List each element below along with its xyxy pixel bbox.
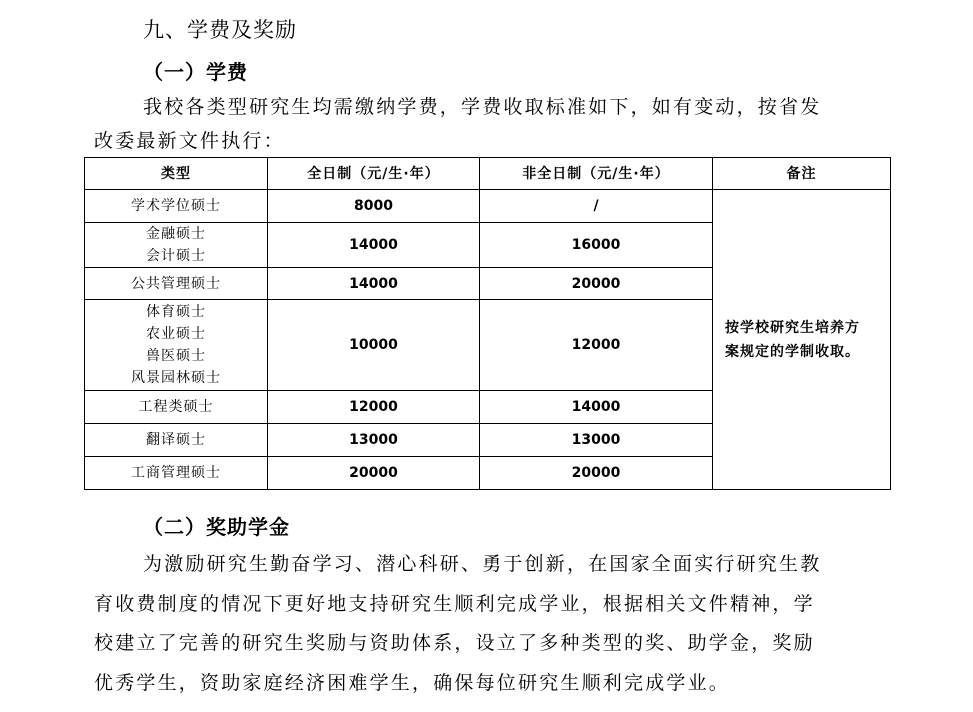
row-full-time: 14000	[268, 223, 480, 268]
row-full-time: 12000	[268, 391, 480, 424]
table-header-row	[85, 158, 891, 190]
row-full-time: 10000	[268, 300, 480, 391]
row-full-time: 13000	[268, 424, 480, 457]
scholarship-line-2: 育收费制度的情况下更好地支持研究生顺利完成学业，根据相关文件精神，学	[94, 593, 815, 615]
row-type: 金融硕士 会计硕士	[85, 223, 268, 268]
row-part-time: 14000	[480, 391, 713, 424]
remark-cell	[713, 190, 891, 490]
row-part-time: /	[480, 190, 713, 223]
remark-line-1: 按学校研究生培养方	[725, 319, 860, 336]
row-part-time: 13000	[480, 424, 713, 457]
row-part-time: 12000	[480, 300, 713, 391]
row-full-time: 14000	[268, 268, 480, 300]
remark-line-2: 案规定的学制收取。	[725, 343, 860, 360]
header-remark: 备注	[713, 158, 891, 190]
scholarship-line-1: 为激励研究生勤奋学习、潜心科研、勇于创新，在国家全面实行研究生教	[143, 553, 822, 575]
row-type: 工程类硕士	[85, 391, 268, 424]
row-full-time: 8000	[268, 190, 480, 223]
scholarship-line-4: 优秀学生，资助家庭经济困难学生，确保每位研究生顺利完成学业。	[94, 672, 731, 694]
header-type: 类型	[85, 158, 268, 190]
section-title: 九、学费及奖励	[143, 18, 297, 42]
scholarship-line-3: 校建立了完善的研究生奖励与资助体系，设立了多种类型的奖、助学金，奖励	[94, 632, 815, 654]
header-part-time: 非全日制（元/生·年）	[480, 158, 713, 190]
table-row	[85, 190, 891, 223]
tuition-intro-line-2: 改委最新文件执行：	[94, 130, 285, 152]
row-type: 翻译硕士	[85, 424, 268, 457]
header-full-time: 全日制（元/生·年）	[268, 158, 480, 190]
row-type: 学术学位硕士	[85, 190, 268, 223]
row-type: 体育硕士 农业硕士 兽医硕士 风景园林硕士	[85, 300, 268, 391]
row-type: 公共管理硕士	[85, 268, 268, 300]
tuition-table	[84, 157, 891, 490]
tuition-heading: （一）学费	[143, 60, 248, 84]
row-type: 工商管理硕士	[85, 457, 268, 490]
row-part-time: 20000	[480, 457, 713, 490]
tuition-intro-line-1: 我校各类型研究生均需缴纳学费，学费收取标准如下，如有变动，按省发	[143, 96, 822, 118]
row-full-time: 20000	[268, 457, 480, 490]
row-part-time: 16000	[480, 223, 713, 268]
scholarship-heading: （二）奖助学金	[143, 515, 290, 539]
row-part-time: 20000	[480, 268, 713, 300]
